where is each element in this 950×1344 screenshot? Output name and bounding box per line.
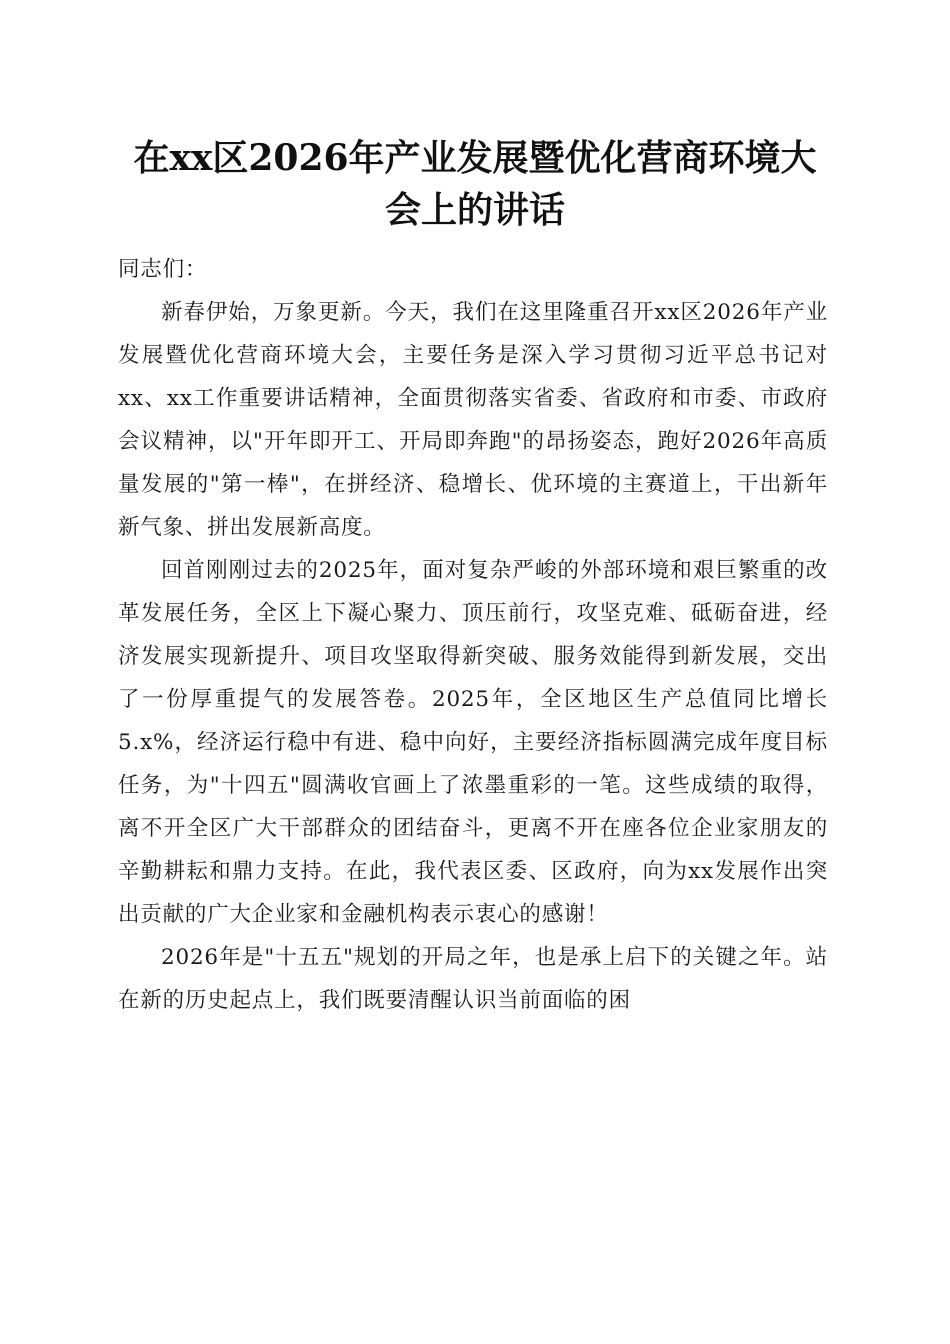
salutation: 同志们： — [118, 257, 208, 282]
paragraph-opening: 新春伊始，万象更新。今天，我们在这里隆重召开xx区2026年产业发展暨优化营商环境大会，主要任务是深入学习贯彻习近平总书记对xx、xx工作重要讲话精神，全面贯彻落实省委、省政府和市委、市政府会议精神，以"开年即开工、开局即奔跑"的昂扬姿态，跑好2026年高质量发展的"第一棒"，在拼经济、稳增长、优环境的主赛道上，干出新年新气象、拼出发展新高度。 — [118, 300, 828, 540]
document-body — [118, 248, 828, 1022]
paragraph-outlook-2026: 2026年是"十五五"规划的开局之年，也是承上启下的关键之年。站在新的历史起点上，我们既要清醒认识当前面临的困 — [118, 945, 828, 1013]
document-title: 在xx区2026年产业发展暨优化营商环境大会上的讲话 — [133, 137, 817, 231]
paragraph-review-2025: 回首刚刚过去的2025年，面对复杂严峻的外部环境和艰巨繁重的改革发展任务，全区上下凝心聚力、顶压前行，攻坚克难、砥砺奋进，经济发展实现新提升、项目攻坚取得新突破、服务效能得到新发展，交出了一份厚重提气的发展答卷。2025年，全区地区生产总值同比增长5.x%，经济运行稳中有进、稳中向好，主要经济指标圆满完成年度目标任务，为"十四五"圆满收官画上了浓墨重彩的一笔。这些成绩的取得，离不开全区广大干部群众的团结奋斗，更离不开在座各位企业家朋友的辛勤耕耘和鼎力支持。在此，我代表区委、区政府，向为xx发展作出突出贡献的广大企业家和金融机构表示衷心的感谢！ — [118, 558, 828, 927]
